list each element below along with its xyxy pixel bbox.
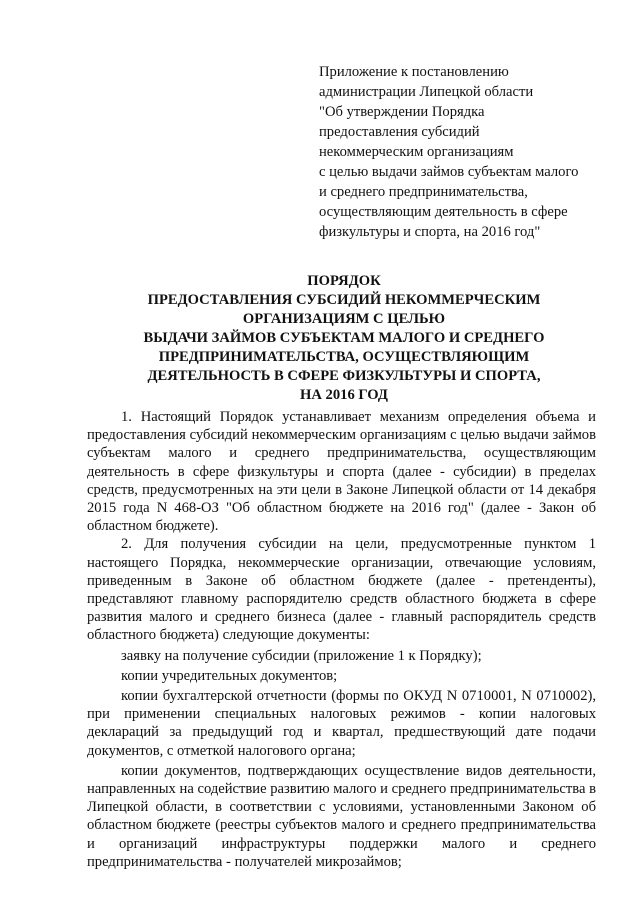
- list-item-accounting-copies: копии бухгалтерской отчетности (формы по ОКУД N 0710001, N 0710002), при применении специальных налоговых режимов - копии налоговых деклараций за предыдущий год и квартал, предшествующий дате подачи документов, с отметкой налогового органа;: [87, 688, 596, 759]
- title-line: ДЕЯТЕЛЬНОСТЬ В СФЕРЕ ФИЗКУЛЬТУРЫ И СПОРТА,: [147, 368, 541, 384]
- appendix-line: предоставления субсидий: [319, 124, 480, 140]
- title-line: ВЫДАЧИ ЗАЙМОВ СУБЪЕКТАМ МАЛОГО И СРЕДНЕГО: [143, 330, 545, 346]
- title-line: НА 2016 ГОД: [300, 387, 388, 403]
- appendix-line: с целью выдачи займов субъектам малого: [319, 164, 579, 180]
- appendix-line: некоммерческим организациям: [319, 144, 514, 160]
- paragraph-1: 1. Настоящий Порядок устанавливает механизм определения объема и предоставления субсидий некоммерческим организациям с целью выдачи займов субъектам малого и среднего предпринимательства, осуществляющим деятельность в сфере физкультуры и спорта (далее - субсидии) в пределах средств, предусмотренных на эти цели в Законе Липецкой области от 14 декабря 2015 года N 468-ОЗ "Об областном бюджете на 2016 год" (далее - Закон об областном бюджете).: [87, 409, 596, 535]
- title-line: ПОРЯДОК: [307, 273, 381, 289]
- list-item-activity-documents: копии документов, подтверждающих осуществление видов деятельности, направленных на содействие развитию малого и среднего предпринимательства в Липецкой области, в соответствии с условиями, установленными Законом об областном бюджете (реестры субъектов малого и среднего предпринимательства и организаций инфраструктуры поддержки малого и среднего предпринимательства - получателей микрозаймов;: [87, 762, 596, 870]
- title-line: ПРЕДПРИНИМАТЕЛЬСТВА, ОСУЩЕСТВЛЯЮЩИМ: [158, 349, 530, 365]
- list-item-application: заявку на получение субсидии (приложение 1 к Порядку);: [121, 647, 482, 664]
- appendix-line: "Об утверждении Порядка: [319, 104, 485, 120]
- appendix-note: [319, 62, 619, 242]
- appendix-line: физкультуры и спорта, на 2016 год": [319, 224, 541, 240]
- appendix-line: администрации Липецкой области: [319, 84, 534, 100]
- paragraph-2: 2. Для получения субсидии на цели, предусмотренные пунктом 1 настоящего Порядка, некоммерческие организации, отвечающие условиям, приведенным в Законе об областном бюджете (далее - претенденты), представляют главному распорядителю средств областного бюджета в сфере развития малого и среднего бизнеса (далее - главный распорядитель средств областного бюджета) следующие документы:: [87, 536, 596, 644]
- appendix-line: осуществляющим деятельность в сфере: [319, 204, 568, 220]
- appendix-line: и среднего предпринимательства,: [319, 184, 528, 200]
- document-title: [96, 272, 592, 405]
- appendix-line: Приложение к постановлению: [319, 64, 509, 80]
- title-line: ПРЕДОСТАВЛЕНИЯ СУБСИДИЙ НЕКОММЕРЧЕСКИМ: [147, 292, 541, 308]
- list-item-charter-copies: копии учредительных документов;: [121, 667, 338, 684]
- document-body: [87, 408, 596, 871]
- title-line: ОРГАНИЗАЦИЯМ С ЦЕЛЬЮ: [242, 311, 446, 327]
